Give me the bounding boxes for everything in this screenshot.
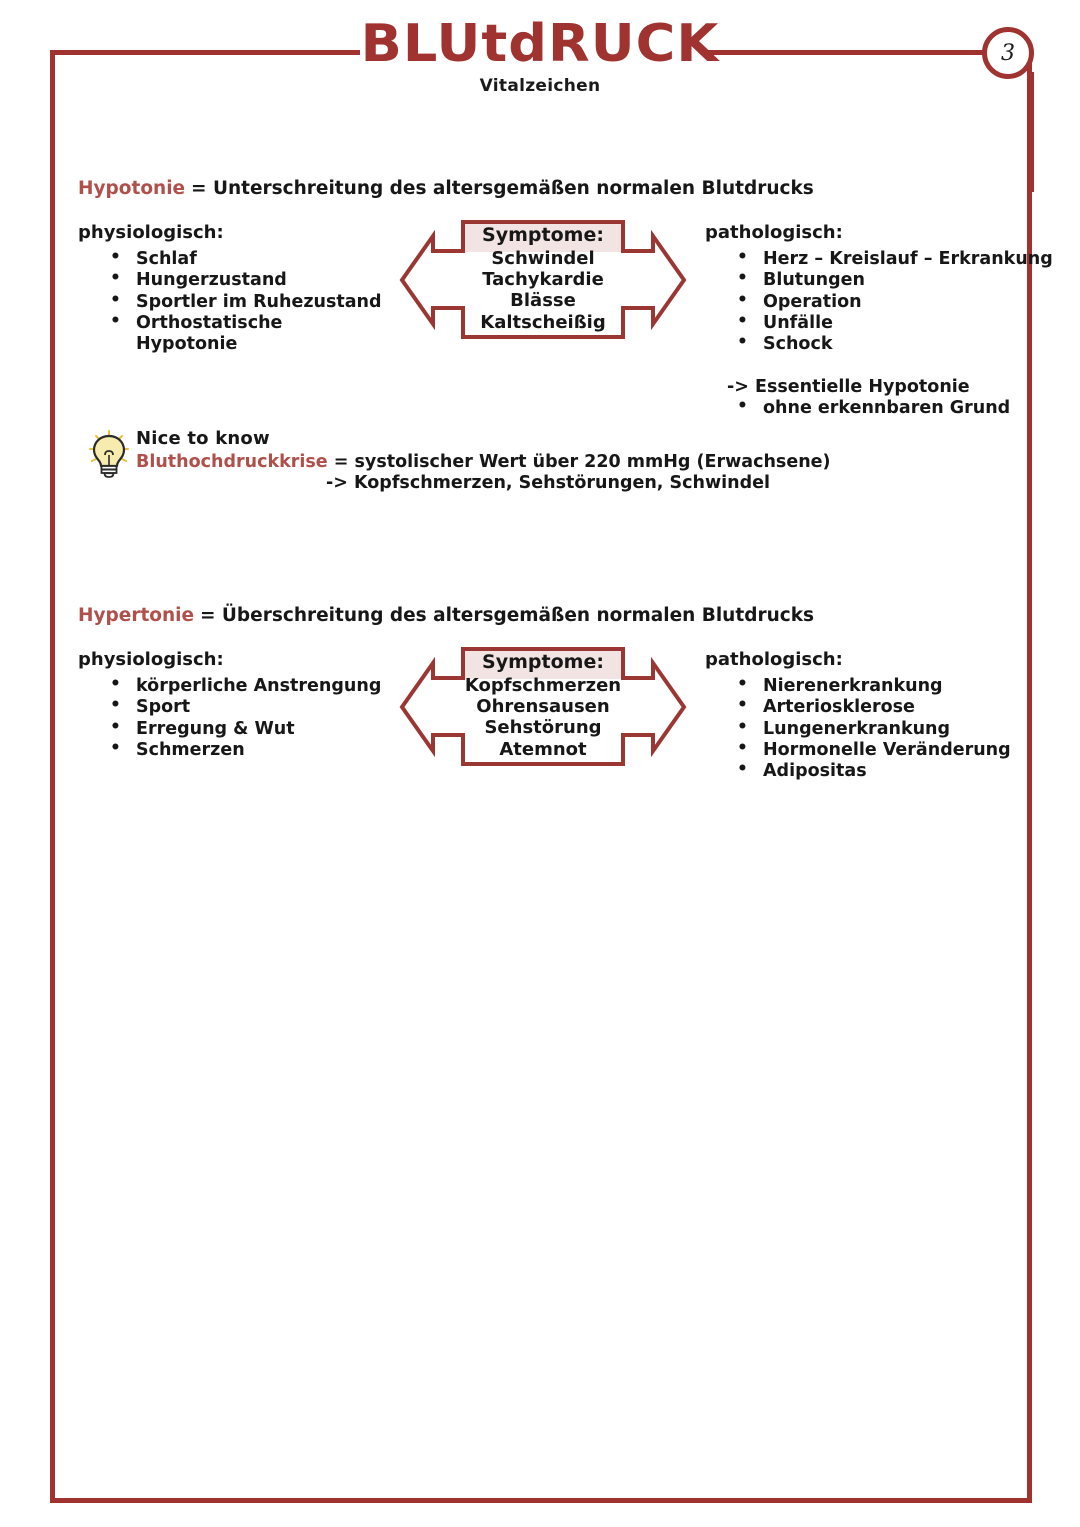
list-item: • Unfälle [737, 313, 1035, 333]
hypertonie-symptome-callout [398, 645, 688, 769]
list-item: • Schmerzen [110, 740, 398, 760]
hypotonie-symptome-heading: Symptome: [482, 224, 604, 247]
nice-to-know-title: Nice to know [136, 428, 270, 449]
page-title-text: BLUtdRUCK [360, 14, 720, 74]
list-item: • ohne erkennbaren Grund [737, 398, 1035, 418]
hypertonie-physiologisch-label: physiologisch: [78, 649, 224, 671]
hypotonie-physiologisch-list [78, 249, 398, 354]
symptom-item: Kaltscheißig [480, 311, 606, 333]
list-item: • Sportler im Ruhezustand [110, 292, 398, 312]
hypertonie-physiologisch-list [78, 676, 398, 760]
essentielle-hypotonie-arrow-text: -> Essentielle Hypotonie [727, 376, 970, 397]
list-item: • Blutungen [737, 270, 1035, 290]
symptom-item: Tachykardie [482, 269, 604, 291]
section-hypertonie-term: Hypertonie [78, 605, 195, 626]
list-item: • Nierenerkrankung [737, 676, 1035, 696]
hypotonie-pathologisch-list [705, 249, 1053, 355]
list-item: • Sport [110, 697, 398, 717]
nice-to-know-callout [88, 428, 988, 493]
list-item: • Operation [737, 292, 1035, 312]
nice-to-know-row [88, 428, 988, 493]
list-item-continuation: Hypotonie [136, 334, 238, 355]
hypertonie-physiologisch-column [78, 649, 398, 761]
symptom-item: Schwindel [491, 247, 595, 269]
symptom-item: Blässe [510, 290, 576, 312]
section-hypertonie-definition: = Überschreitung des altersgemäßen normalen Blutdrucks [199, 605, 815, 626]
hypotonie-essentielle-note [705, 377, 1035, 418]
symptom-item: Atemnot [499, 738, 587, 760]
hypotonie-symptome-callout [398, 218, 688, 342]
list-item: • Erregung & Wut [110, 719, 398, 739]
section-hypotonie-definition: = Unterschreitung des altersgemäßen normalen Blutdrucks [191, 178, 814, 199]
list-item: • Schlaf [110, 249, 398, 269]
hypotonie-physiologisch-column [78, 222, 398, 355]
section-hypotonie [78, 178, 1053, 432]
section-hypertonie-heading [78, 605, 1008, 627]
hypotonie-pathologisch-column [705, 222, 1053, 419]
page-number-badge: 3 [982, 27, 1034, 79]
hypertonie-pathologisch-list [705, 676, 1035, 781]
section-hypotonie-heading [78, 178, 1008, 200]
symptom-item: Sehstörung [484, 717, 602, 739]
list-item: • Hormonelle Veränderung [737, 740, 1035, 760]
section-hypertonie [78, 605, 1011, 859]
nice-to-know-consequence: -> Kopfschmerzen, Sehstörungen, Schwindel [326, 473, 771, 493]
essentielle-hypotonie-list [727, 398, 1035, 418]
page-title [0, 14, 1080, 96]
list-item: • Lungenerkrankung [737, 719, 1035, 739]
list-item: • Hungerzustand [110, 270, 398, 290]
hypertonie-pathologisch-label: pathologisch: [705, 649, 843, 671]
nice-to-know-definition-line [136, 452, 988, 472]
bluthochdruckkrise-term: Bluthochdruckkrise [136, 452, 328, 472]
list-item: • Arteriosklerose [737, 697, 1035, 717]
hypertonie-symptome-text [398, 651, 688, 760]
section-hypotonie-term: Hypotonie [78, 178, 186, 199]
section-hypotonie-columns [78, 222, 1053, 432]
list-item: • Orthostatische [110, 313, 398, 333]
list-item: • Adipositas [737, 761, 1035, 781]
page-subtitle-text: Vitalzeichen [479, 76, 601, 96]
list-item: • Herz – Kreislauf – Erkrankung [737, 249, 1035, 269]
lightbulb-icon [88, 430, 130, 478]
list-item: • körperliche Anstrengung [110, 676, 398, 696]
hypotonie-physiologisch-label: physiologisch: [78, 222, 224, 244]
hypotonie-symptome-text [398, 224, 688, 333]
hypertonie-pathologisch-column [705, 649, 1035, 782]
hypertonie-symptome-heading: Symptome: [482, 651, 604, 674]
symptom-item: Kopfschmerzen [464, 674, 622, 696]
section-hypertonie-columns [78, 649, 1011, 859]
list-item: • Schock [737, 334, 1035, 354]
bluthochdruckkrise-definition: = systolischer Wert über 220 mmHg (Erwachsene) [333, 452, 831, 472]
symptom-item: Ohrensausen [476, 696, 610, 718]
hypotonie-pathologisch-label: pathologisch: [705, 222, 843, 244]
